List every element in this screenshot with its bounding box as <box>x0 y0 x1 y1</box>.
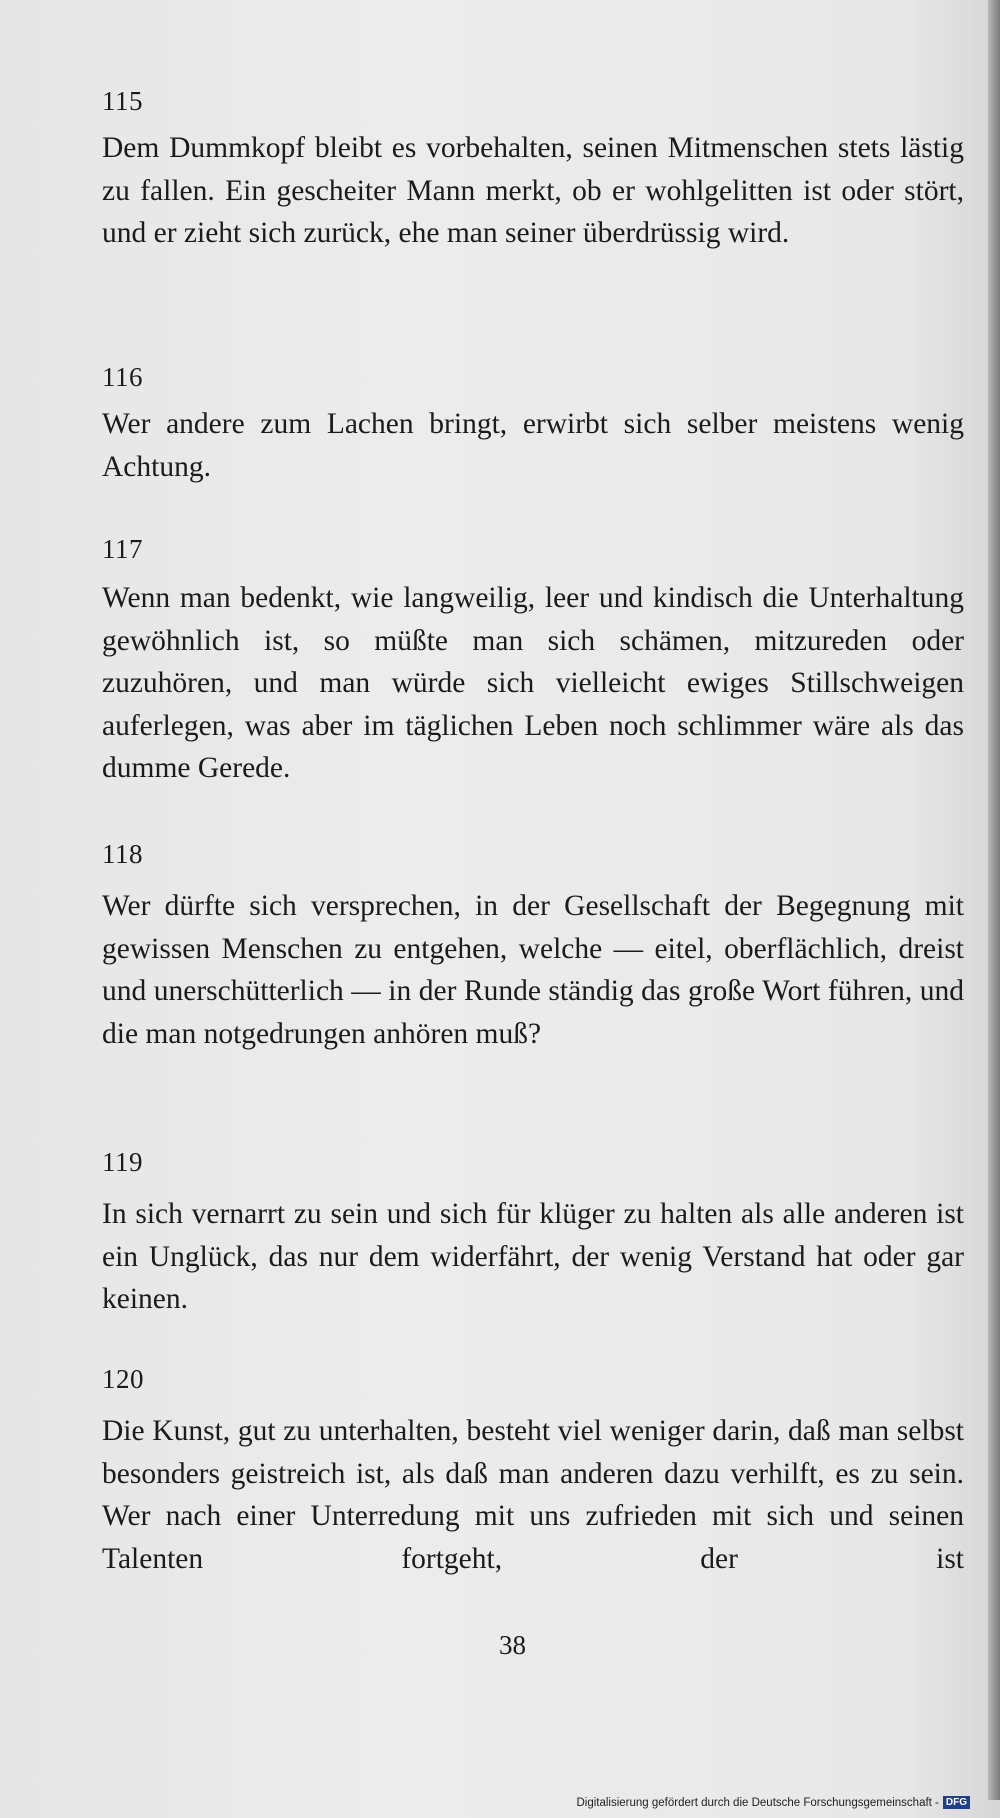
aphorism-text-116: Wer andere zum Lachen bringt, erwirbt sich selber meistens wenig Achtung. <box>102 408 964 483</box>
page-edge-shadow <box>988 0 1000 1800</box>
dfg-logo[interactable]: DFG <box>943 1796 970 1809</box>
aphorism-number-115: 115 <box>102 86 143 116</box>
page-number: 38 <box>499 1630 526 1660</box>
aphorism-text-118: Wer dürfte sich versprechen, in der Gesellschaft der Begegnung mit gewissen Menschen zu entgehen, welche — eitel, oberflächlich, dreist und unerschütterlich — in der Runde ständig das große Wort führen, und die man notgedrungen anhören muß? <box>102 890 964 1050</box>
aphorism-text-117: Wenn man bedenkt, wie langweilig, leer und kindisch die Unterhaltung gewöhnlich ist, so müßte man sich schämen, mitzureden oder zuzuhören, und man würde sich vielleicht ewiges Stillschweigen auferlegen, was aber im täglichen Leben noch schlimmer wäre als das dumme Gerede. <box>102 582 964 784</box>
aphorism-number-120: 120 <box>102 1364 144 1394</box>
aphorism-number-117: 117 <box>102 534 143 564</box>
footer-text: Digitalisierung gefördert durch die Deutsche Forschungsgemeinschaft - <box>576 1796 939 1809</box>
aphorism-number-119: 119 <box>102 1147 143 1177</box>
aphorism-number-118: 118 <box>102 839 143 869</box>
digitization-footer <box>576 1796 970 1809</box>
aphorism-number-116: 116 <box>102 362 143 392</box>
aphorism-text-119: In sich vernarrt zu sein und sich für klüger zu halten als alle anderen ist ein Unglück, das nur dem widerfährt, der wenig Verstand hat oder gar keinen. <box>102 1198 964 1315</box>
aphorism-text-120: Die Kunst, gut zu unterhalten, besteht viel weniger darin, daß man selbst besonders geistreich ist, als daß man anderen dazu verhilft, es zu sein. Wer nach einer Unterredung mit uns zufrieden mit sich und seinen Talenten fortgeht, der ist <box>102 1415 964 1575</box>
aphorism-text-115: Dem Dummkopf bleibt es vorbehalten, seinen Mitmenschen stets lästig zu fallen. Ein gescheiter Mann merkt, ob er wohlgelitten ist oder stört, und er zieht sich zurück, ehe man seiner überdrüssig wird. <box>102 132 964 249</box>
